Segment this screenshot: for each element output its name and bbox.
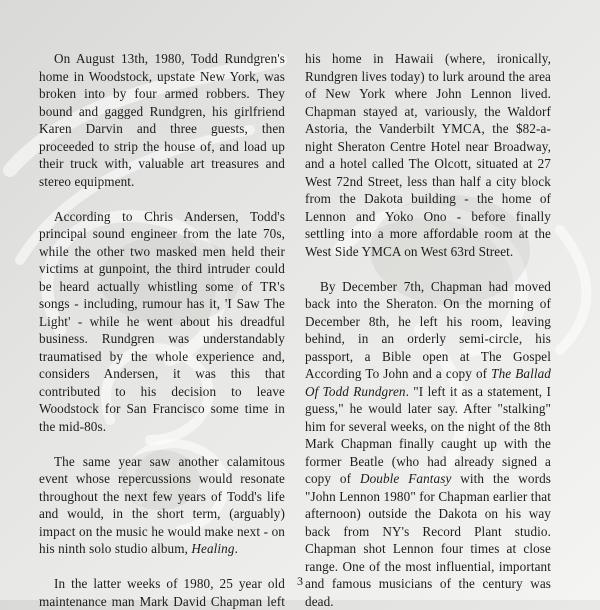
paragraph-text: The same year saw another calamitous event whose repercussions would resonate throughout the next few years of Todd's life and would, in the short term, (arguably) impact on the music he would make next - on his ninth solo studio album, (39, 454, 285, 557)
page-number: 3 (0, 574, 600, 589)
paragraph-text: with the words "John Lennon 1980" for Chapman earlier that afternoon) outside the Dakota on his way back from NY's Record Plant studio. Chapman shot Lennon four times at close range. One of the most influential, important and famous musicians of the century was dead. (305, 471, 551, 609)
right-column (305, 50, 551, 610)
album-title-double-fantasy: Double Fantasy (360, 471, 451, 486)
paragraph-chapman-new-york: his home in Hawaii (where, ironically, Rundgren lives today) to lurk around the area of New York where John Lennon lived. Chapman stayed at, variously, the Waldorf Astoria, the Vanderbilt YMCA, the $82-a-night Sheraton Centre Hotel near Broadway, and a hotel called The Olcott, situated at 27 West 72nd Street, less than half a city block from the Dakota building - the home of Lennon and Yoko Ono - before finally settling into a more affordable room at the West Side YMCA on West 63rd Street. (305, 50, 551, 260)
paragraph-andersen: According to Chris Andersen, Todd's principal sound engineer from the late 70s, while the other two masked men held their victims at gunpoint, the third intruder could be heard actually whistling some of TR's songs - including, rumour has it, 'I Saw The Light' - while he went about his dreadful business. Rundgren was understandably traumatised by the whole experience and, considers Andersen, it was this that contributed to his decision to leave Woodstock for San Francisco some time in the mid-80s. (39, 208, 285, 436)
paragraph-end: . (235, 541, 238, 556)
paragraph-text: . "I left it as a statement, I guess," he would later say. After "stalking" him for several weeks, on the night of the 8th Mark Chapman finally caught up with the former Beatle (who had already signed a copy of (305, 384, 551, 487)
paragraph-chapman-intro: In the latter weeks of 1980, 25 year old maintenance man Mark David Chapman left (39, 575, 285, 610)
paragraph-text: By December 7th, Chapman had moved back into the Sheraton. On the morning of December 8th, he left his room, leaving behind, in an orderly semi-circle, his passport, a Bible open at The Gospel According To John and a copy of (305, 279, 551, 382)
paragraph-robbery: On August 13th, 1980, Todd Rundgren's home in Woodstock, upstate New York, was broken into by four armed robbers. They bound and gagged Rundgren, his girlfriend Karen Darvin and three guests, then proceeded to strip the house of, and load up their truck with, valuable art treasures and stereo equipment. (39, 50, 285, 190)
album-title-healing: Healing (191, 541, 234, 556)
paragraph-calamitous-event (39, 453, 285, 558)
book-title: The Ballad Of Todd Rundgren (305, 366, 551, 399)
paragraph-december (305, 278, 551, 610)
left-column (39, 50, 285, 610)
